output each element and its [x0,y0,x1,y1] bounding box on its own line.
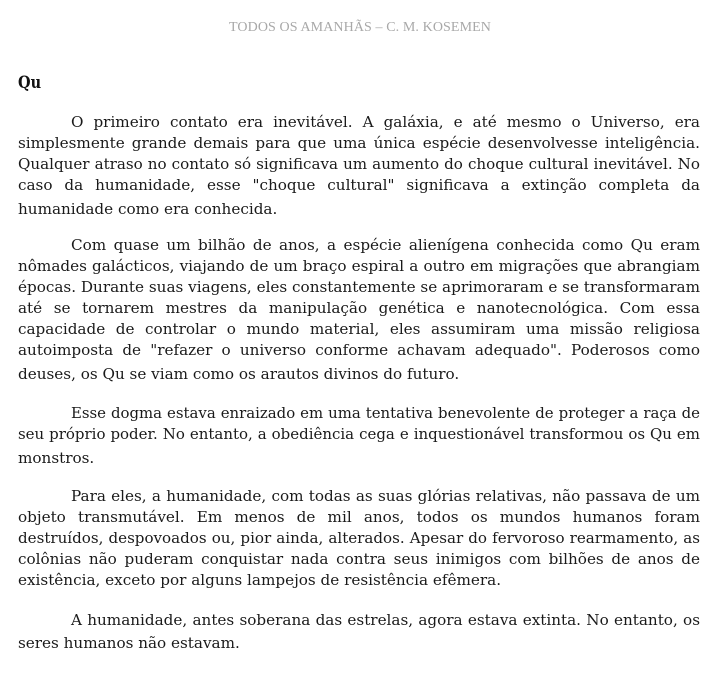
text-line: destruídos, despovoados ou, pior ainda, alterados. Apesar do fervoroso rearmamento, as [18,529,700,547]
text-line: objeto transmutável. Em menos de mil anos, todos os mundos humanos foram [18,508,700,526]
text-line: existência, exceto por alguns lampejos de resistência efêmera. [18,571,502,589]
text-line: A humanidade, antes soberana das estrelas, agora estava extinta. No entanto, os [71,611,700,629]
text-line: humanidade como era conhecida. [18,200,278,218]
paragraph-3 [18,403,700,469]
paragraph-1 [18,112,700,220]
paragraph-4 [18,486,700,591]
text-line: Para eles, a humanidade, com todas as suas glórias relativas, não passava de um [71,487,700,505]
text-line: autoimposta de "refazer o universo conforme achavam adequado". Poderosos como [18,341,700,359]
text-line: monstros. [18,449,95,467]
text-line: seu próprio poder. No entanto, a obediência cega e inquestionável transformou os Qu em [18,425,700,443]
text-line: deuses, os Qu se viam como os arautos divinos do futuro. [18,365,460,383]
text-line: épocas. Durante suas viagens, eles constantemente se aprimoraram e se transformaram [18,278,700,296]
text-line: Com quase um bilhão de anos, a espécie alienígena conhecida como Qu eram [71,236,700,254]
text-line: colônias não puderam conquistar nada contra seus inimigos com bilhões de anos de [18,550,700,568]
text-line: Esse dogma estava enraizado em uma tentativa benevolente de proteger a raça de [71,404,700,422]
text-line: seres humanos não estavam. [18,634,240,652]
running-header: TODOS OS AMANHÃS – C. M. KOSEMEN [229,20,491,35]
chapter-title: Qu [18,73,42,93]
text-line: caso da humanidade, esse "choque cultural" significava a extinção completa da [18,176,700,194]
paragraph-2 [18,235,700,385]
text-line: capacidade de controlar o mundo material, eles assumiram uma missão religiosa [18,320,700,338]
text-line: Qualquer atraso no contato só significava um aumento do choque cultural inevitável. No [18,155,700,173]
paragraph-5 [18,610,700,654]
text-line: O primeiro contato era inevitável. A galáxia, e até mesmo o Universo, era [71,113,700,131]
text-line: até se tornarem mestres da manipulação genética e nanotecnológica. Com essa [18,299,700,317]
text-line: nômades galácticos, viajando de um braço espiral a outro em migrações que abrangiam [18,257,700,275]
text-line: simplesmente grande demais para que uma única espécie desenvolvesse inteligência. [18,134,700,152]
